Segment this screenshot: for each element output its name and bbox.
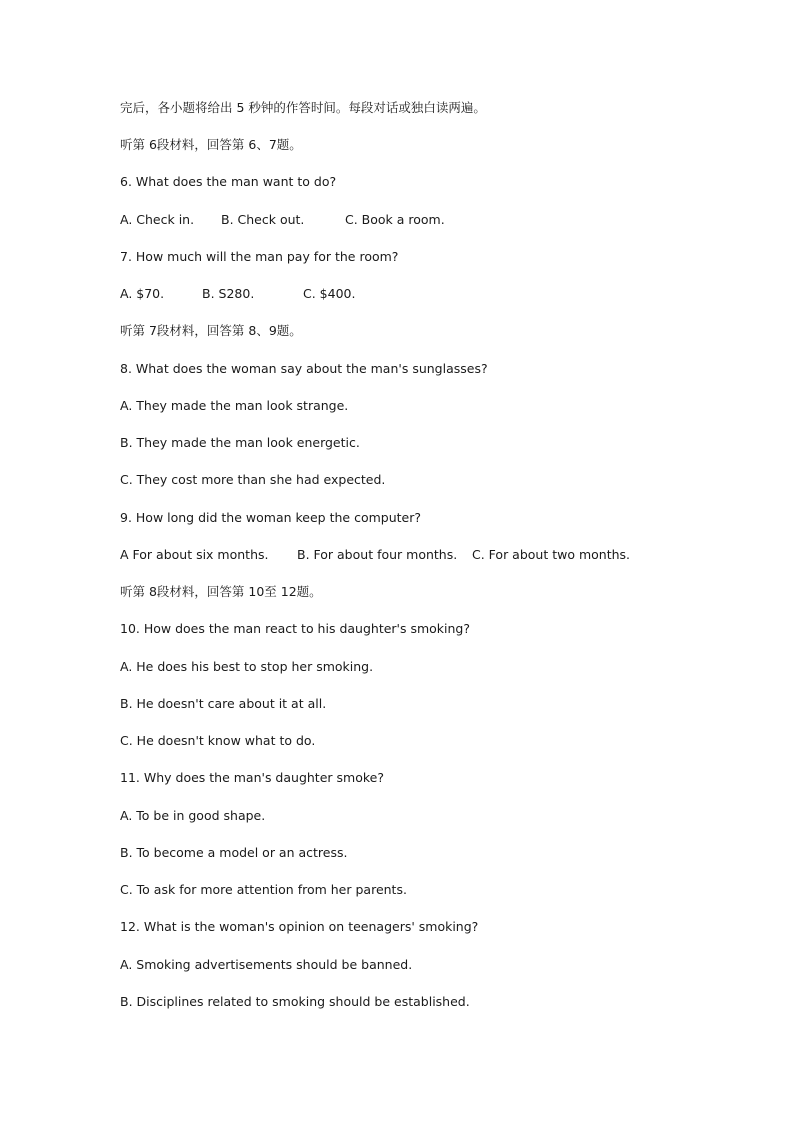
q7-option-b: B. S280. bbox=[202, 286, 255, 301]
q9-option-a: A For about six months. bbox=[120, 547, 269, 562]
q10-option-c: C. He doesn't know what to do. bbox=[120, 733, 316, 748]
q8-option-a: A. They made the man look strange. bbox=[120, 398, 349, 413]
section-6-heading: 听第 6段材料，回答第 6、7题。 bbox=[120, 137, 302, 152]
question-6-stem: 6. What does the man want to do? bbox=[120, 174, 337, 189]
q9-option-b: B. For about four months. bbox=[297, 547, 458, 562]
question-9-options bbox=[120, 547, 760, 563]
q11-option-b: B. To become a model or an actress. bbox=[120, 845, 348, 860]
q10-option-b: B. He doesn't care about it at all. bbox=[120, 696, 327, 711]
section-7-heading: 听第 7段材料，回答第 8、9题。 bbox=[120, 323, 302, 338]
question-7-options bbox=[120, 286, 720, 302]
q6-option-c: C. Book a room. bbox=[345, 212, 445, 227]
q7-option-c: C. $400. bbox=[303, 286, 356, 301]
q7-option-a: A. $70. bbox=[120, 286, 165, 301]
q12-option-b: B. Disciplines related to smoking should be established. bbox=[120, 994, 470, 1009]
section-8-heading: 听第 8段材料，回答第 10至 12题。 bbox=[120, 584, 322, 599]
question-12-stem: 12. What is the woman's opinion on teenagers' smoking? bbox=[120, 919, 479, 934]
q10-option-a: A. He does his best to stop her smoking. bbox=[120, 659, 374, 674]
instructions-text: 完后，各小题将给出 5 秒钟的作答时间。每段对话或独白读两遍。 bbox=[120, 100, 486, 115]
q8-option-c: C. They cost more than she had expected. bbox=[120, 472, 386, 487]
question-10-stem: 10. How does the man react to his daughter's smoking? bbox=[120, 621, 471, 636]
q12-option-a: A. Smoking advertisements should be banned. bbox=[120, 957, 413, 972]
q11-option-a: A. To be in good shape. bbox=[120, 808, 266, 823]
q8-option-b: B. They made the man look energetic. bbox=[120, 435, 360, 450]
q9-option-c: C. For about two months. bbox=[472, 547, 631, 562]
question-6-options bbox=[120, 212, 720, 228]
q6-option-b: B. Check out. bbox=[221, 212, 305, 227]
question-9-stem: 9. How long did the woman keep the computer? bbox=[120, 510, 421, 525]
q6-option-a: A. Check in. bbox=[120, 212, 195, 227]
question-11-stem: 11. Why does the man's daughter smoke? bbox=[120, 770, 384, 785]
question-8-stem: 8. What does the woman say about the man's sunglasses? bbox=[120, 361, 488, 376]
question-7-stem: 7. How much will the man pay for the room? bbox=[120, 249, 399, 264]
q11-option-c: C. To ask for more attention from her parents. bbox=[120, 882, 407, 897]
